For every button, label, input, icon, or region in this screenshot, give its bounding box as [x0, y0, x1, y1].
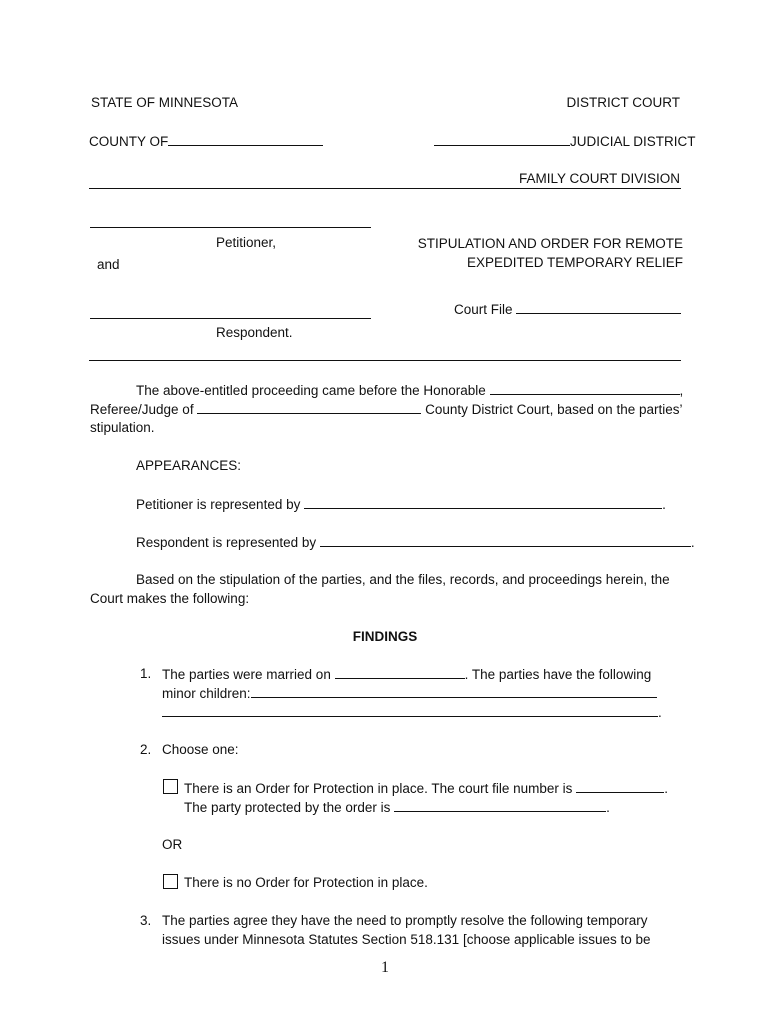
appearances-heading: APPEARANCES: [136, 458, 242, 473]
respondent-represented: Respondent is represented by . [136, 535, 695, 550]
minor-children-field-2[interactable] [162, 704, 658, 717]
finding-2-text: Choose one: [162, 742, 239, 757]
county-label: COUNTY OF [89, 133, 323, 150]
petitioner-name-field[interactable] [90, 227, 371, 228]
no-ofp-checkbox[interactable] [163, 874, 178, 889]
state-label: STATE OF MINNESOTA [91, 95, 239, 110]
ofp-in-place-line1: There is an Order for Protection in place. The court file number is . [184, 781, 668, 796]
finding-3-number: 3. [140, 913, 152, 928]
court-file-field[interactable] [516, 301, 681, 314]
respondent-attorney-field[interactable] [320, 534, 691, 547]
court-label: DISTRICT COURT [566, 95, 680, 110]
division-label: FAMILY COURT DIVISION [518, 171, 680, 186]
page-number: 1 [381, 959, 389, 976]
no-ofp-text: There is no Order for Protection in place. [184, 875, 428, 890]
judicial-district-label: JUDICIAL DISTRICT [434, 133, 696, 150]
intro-line2: Referee/Judge of County District Court, based on the parties’ [90, 402, 683, 417]
court-file-label: Court File [454, 301, 681, 318]
header-divider [89, 188, 681, 189]
finding-3-line2: issues under Minnesota Statutes Section 518.131 [choose applicable issues to be [162, 932, 651, 947]
finding-2-number: 2. [140, 742, 152, 757]
ofp-in-place-checkbox[interactable] [163, 779, 178, 794]
or-label: OR [162, 837, 183, 852]
ofp-file-number-field[interactable] [576, 780, 664, 793]
respondent-name-field[interactable] [90, 318, 371, 319]
petitioner-represented: Petitioner is represented by . [136, 497, 666, 512]
ofp-in-place-line2: The party protected by the order is . [184, 800, 610, 815]
marriage-date-field[interactable] [335, 666, 465, 679]
finding-1-line2: minor children: [162, 685, 657, 702]
finding-3-line1: The parties agree they have the need to promptly resolve the following temporary [162, 913, 648, 928]
findings-heading: FINDINGS [352, 629, 418, 644]
judge-name-field[interactable] [490, 382, 680, 395]
minor-children-field[interactable] [251, 685, 657, 698]
finding-1-line1: The parties were married on . The parties have the following [162, 667, 652, 682]
and-label: and [97, 257, 120, 272]
petitioner-attorney-field[interactable] [304, 496, 662, 509]
finding-1-number: 1. [140, 666, 152, 681]
document-title-line1: STIPULATION AND ORDER FOR REMOTE [417, 236, 683, 251]
intro-line1: The above-entitled proceeding came before the Honorable , [136, 383, 684, 398]
respondent-label: Respondent. [216, 325, 293, 340]
protected-party-field[interactable] [394, 799, 606, 812]
based-line2: Court makes the following: [90, 591, 250, 606]
petitioner-label: Petitioner, [216, 235, 277, 250]
finding-1-line3: . [162, 704, 662, 721]
county-district-field[interactable] [197, 401, 421, 414]
county-field[interactable] [168, 133, 323, 146]
document-title-line2: EXPEDITED TEMPORARY RELIEF [466, 255, 683, 270]
judicial-district-field[interactable] [434, 133, 570, 146]
intro-line3: stipulation. [90, 420, 155, 435]
caption-divider [89, 360, 681, 361]
based-line1: Based on the stipulation of the parties, and the files, records, and proceedings herein, the [136, 572, 670, 587]
